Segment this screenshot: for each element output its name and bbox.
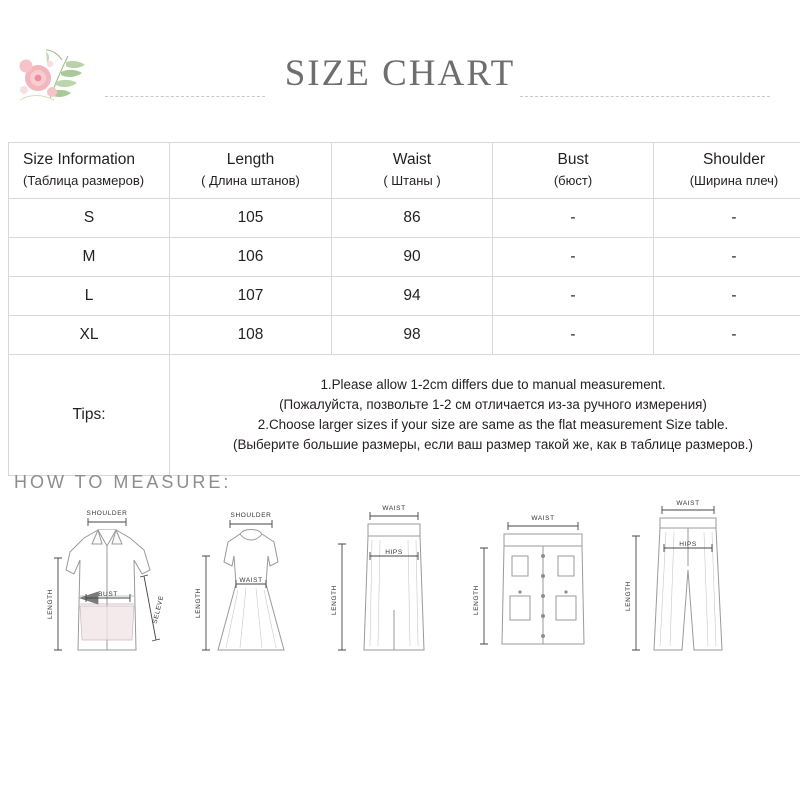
cell-shoulder: - bbox=[654, 199, 800, 238]
figure-label-waist: WAIST bbox=[239, 577, 263, 584]
cell-length: 105 bbox=[170, 199, 332, 238]
table-header-cell-bust bbox=[493, 143, 654, 199]
cell-waist: 98 bbox=[332, 316, 493, 355]
cell-shoulder: - bbox=[654, 238, 800, 277]
header bbox=[0, 0, 800, 120]
cell-length: 108 bbox=[170, 316, 332, 355]
tips-line: (Выберите большие размеры, если ваш размер такой же, как в таблице размеров.) bbox=[233, 436, 753, 452]
figure-label-waist: WAIST bbox=[531, 515, 555, 522]
header-sub: (Ширина плеч) bbox=[689, 172, 779, 188]
page-title: SIZE CHART bbox=[284, 53, 516, 94]
cell-size: S bbox=[9, 199, 170, 238]
tips-row bbox=[9, 355, 800, 476]
tips-label: Tips: bbox=[9, 355, 170, 476]
how-to-measure-title: HOW TO MEASURE: bbox=[14, 472, 232, 492]
figure-mini-skirt bbox=[470, 500, 620, 690]
cell-waist: 90 bbox=[332, 238, 493, 277]
figure-label-bust: BUST bbox=[98, 591, 118, 598]
table-header-cell-length bbox=[170, 143, 332, 199]
size-table bbox=[8, 142, 800, 476]
figure-label-shoulder: SHOULDER bbox=[86, 510, 128, 517]
cell-size: XL bbox=[9, 316, 170, 355]
cell-bust: - bbox=[493, 316, 654, 355]
cell-shoulder: - bbox=[654, 277, 800, 316]
title-rule-left bbox=[105, 96, 265, 98]
cell-size: M bbox=[9, 238, 170, 277]
table-row bbox=[9, 238, 800, 277]
title-rule-right bbox=[520, 96, 770, 98]
figure-label-waist: WAIST bbox=[382, 505, 406, 512]
cell-waist: 86 bbox=[332, 199, 493, 238]
tips-line: 1.Please allow 1-2cm differs due to manual measurement. bbox=[320, 377, 666, 393]
header-sub: ( Штаны ) bbox=[383, 172, 441, 188]
table-header-row bbox=[9, 143, 800, 199]
table-row bbox=[9, 316, 800, 355]
tips-line: (Пожалуйста, позвольте 1-2 см отличается из-за ручного измерения) bbox=[279, 397, 707, 413]
figure-label-length: LENGTH bbox=[331, 585, 338, 615]
figure-label-length: LENGTH bbox=[625, 581, 632, 611]
table-header-cell-shoulder bbox=[654, 143, 800, 199]
figure-pencil-skirt bbox=[320, 500, 470, 690]
figure-label-waist: WAIST bbox=[676, 500, 700, 507]
cell-bust: - bbox=[493, 199, 654, 238]
header-sub: (Таблица размеров) bbox=[23, 172, 145, 188]
figure-label-hips: HIPS bbox=[679, 541, 697, 548]
figure-label-shoulder: SHOULDER bbox=[230, 512, 272, 519]
cell-bust: - bbox=[493, 238, 654, 277]
header-sub: ( Длина штанов) bbox=[201, 172, 300, 188]
cell-length: 106 bbox=[170, 238, 332, 277]
figure-coat bbox=[40, 500, 190, 690]
cell-length: 107 bbox=[170, 277, 332, 316]
figure-label-hips: HIPS bbox=[385, 549, 403, 556]
header-main: Bust bbox=[557, 150, 589, 168]
header-main: Length bbox=[226, 150, 275, 168]
figure-label-length: LENGTH bbox=[473, 585, 480, 615]
cell-size: L bbox=[9, 277, 170, 316]
header-sub: (бюст) bbox=[553, 172, 593, 188]
header-main: Waist bbox=[392, 150, 432, 168]
table-header-cell-waist bbox=[332, 143, 493, 199]
header-main: Shoulder bbox=[702, 150, 766, 168]
table-row bbox=[9, 199, 800, 238]
cell-shoulder: - bbox=[654, 316, 800, 355]
table-row bbox=[9, 277, 800, 316]
measurement-figures bbox=[0, 500, 800, 690]
cell-waist: 94 bbox=[332, 277, 493, 316]
cell-bust: - bbox=[493, 277, 654, 316]
table-header-cell-size-information bbox=[9, 143, 170, 199]
figure-dress bbox=[182, 500, 332, 690]
figure-label-length: LENGTH bbox=[47, 589, 54, 619]
tips-line: 2.Choose larger sizes if your size are same as the flat measurement Size table. bbox=[257, 417, 729, 432]
figure-label-sleeve: SELEVE bbox=[151, 594, 166, 625]
header-main: Size Information bbox=[23, 150, 135, 168]
figure-trousers bbox=[620, 500, 770, 690]
figure-label-length: LENGTH bbox=[195, 588, 202, 618]
tips-body bbox=[170, 355, 800, 476]
